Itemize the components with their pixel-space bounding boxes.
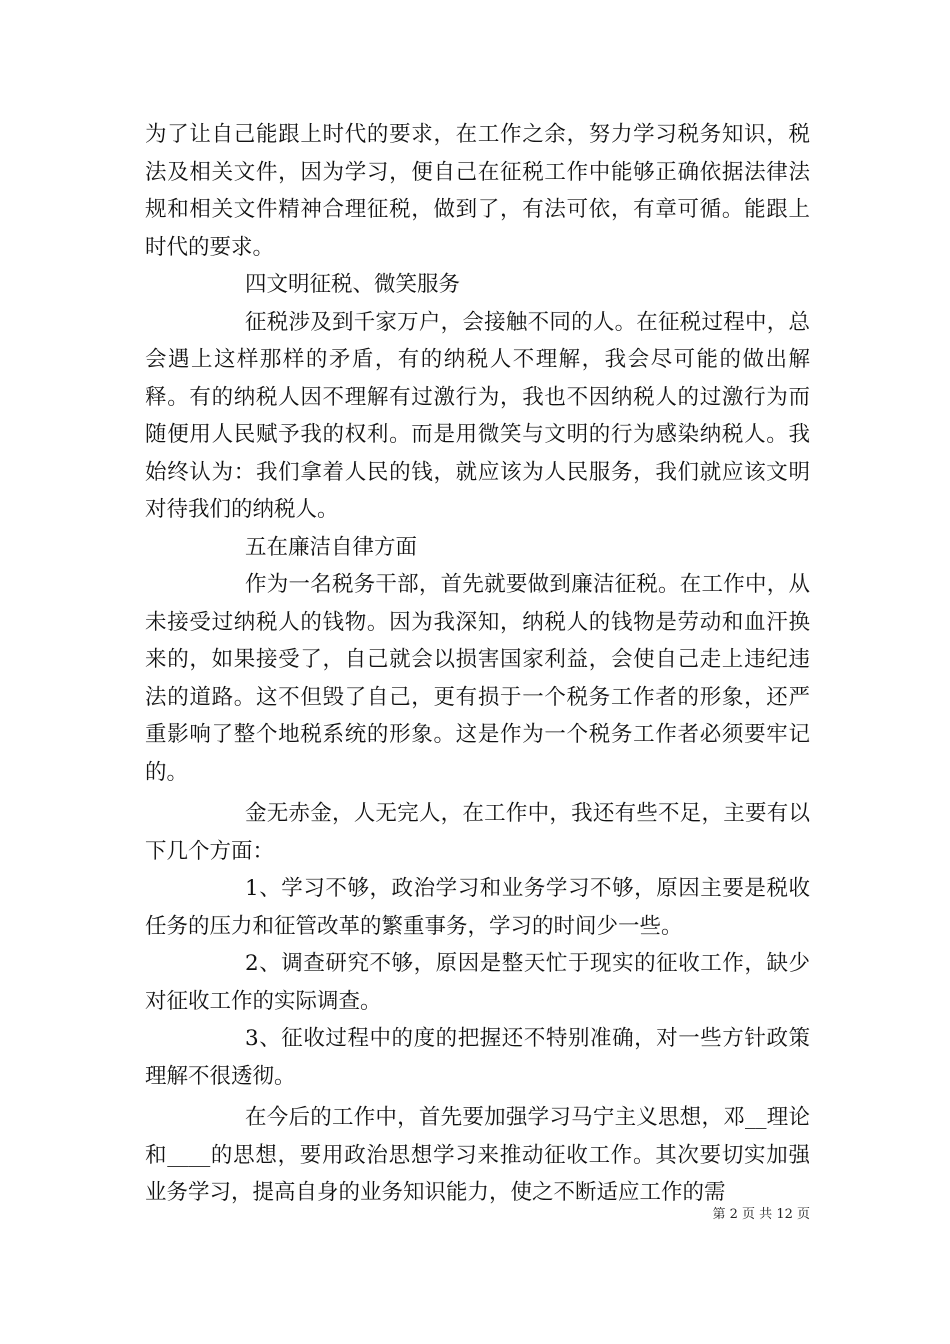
page-number-footer: 第 2 页 共 12 页 xyxy=(712,1207,810,1222)
list-item-3: 3、征收过程中的度的把握还不特别准确，对一些方针政策理解不很透彻。 xyxy=(145,1026,810,1089)
paragraph-future-work: 在今后的工作中，首先要加强学习马宁主义思想，邓__理论和____的思想，要用政治思想学习来推动征收工作。其次要切实加强业务学习，提高自身的业务知识能力，使之不断适应工作的需 xyxy=(145,1105,810,1205)
paragraph-study: 为了让自己能跟上时代的要求，在工作之余，努力学习税务知识，税法及相关文件，因为学习，便自己在征税工作中能够正确依据法律法规和相关文件精神合理征税，做到了，有法可依，有章可循。能跟上时代的要求。 xyxy=(145,122,810,260)
document-body xyxy=(145,116,810,1212)
paragraph-integrity: 作为一名税务干部，首先就要做到廉洁征税。在工作中，从未接受过纳税人的钱物。因为我深知，纳税人的钱物是劳动和血汗换来的，如果接受了，自己就会以损害国家利益，会使自己走上违纪违法的道路。这不但毁了自己，更有损于一个税务工作者的形象，还严重影响了整个地税系统的形象。这是作为一个税务工作者必须要牢记的。 xyxy=(145,572,810,785)
paragraph-shortcomings-intro: 金无赤金，人无完人，在工作中，我还有些不足，主要有以下几个方面： xyxy=(145,801,810,864)
heading-civilized-tax: 四文明征税、微笑服务 xyxy=(245,272,461,297)
list-item-1: 1、学习不够，政治学习和业务学习不够，原因主要是税收任务的压力和征管改革的繁重事务，学习的时间少一些。 xyxy=(145,876,810,939)
heading-integrity: 五在廉洁自律方面 xyxy=(245,534,418,560)
paragraph-civilized-tax: 征税涉及到千家万户，会接触不同的人。在征税过程中，总会遇上这样那样的矛盾，有的纳税人不理解，我会尽可能的做出解释。有的纳税人因不理解有过激行为，我也不因纳税人的过激行为而随便用人民赋予我的权利。而是用微笑与文明的行为感染纳税人。我始终认为：我们拿着人民的钱，就应该为人民服务，我们就应该文明对待我们的纳税人。 xyxy=(145,309,810,522)
list-item-2: 2、调查研究不够，原因是整天忙于现实的征收工作，缺少对征收工作的实际调查。 xyxy=(145,951,810,1014)
